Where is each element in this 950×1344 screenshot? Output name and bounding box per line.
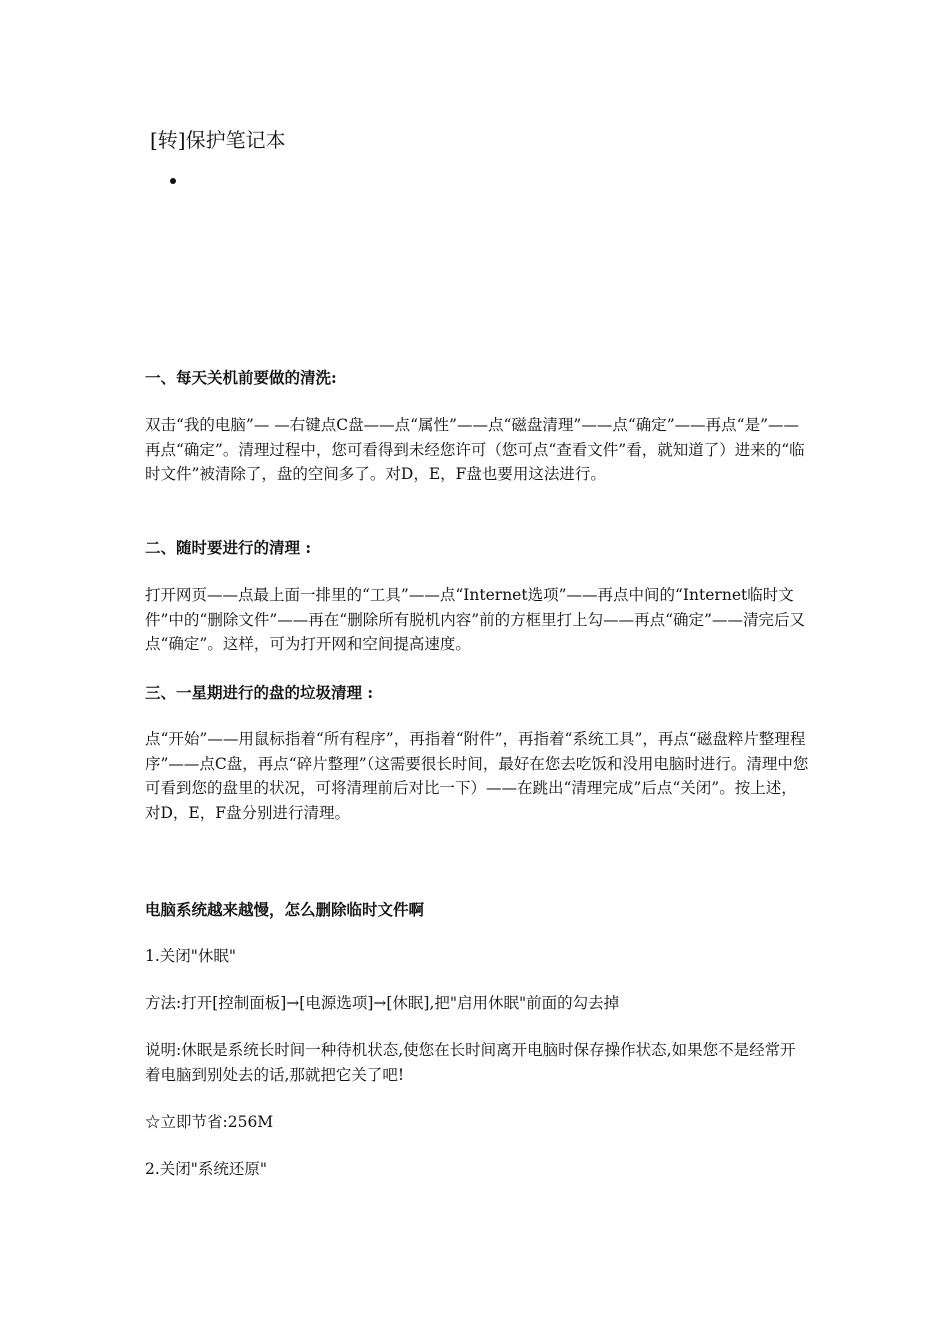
bullet-point <box>170 178 176 184</box>
item1-title: 1.关闭"休眠" <box>145 947 237 965</box>
item2-title: 2.关闭"系统还原" <box>145 1160 268 1178</box>
section-1-heading: 一、每天关机前要做的清洗: <box>145 368 337 387</box>
page-title: [转]保护笔记本 <box>150 128 286 152</box>
part2-heading: 电脑系统越来越慢，怎么删除临时文件啊 <box>145 900 425 919</box>
item1-note: 说明:休眠是系统长时间一种待机状态,使您在长时间离开电脑时保存操作状态,如果您不是经常开着电脑到别处去的话,那就把它关了吧! <box>145 1041 796 1084</box>
item1-save: ☆立即节省:256M <box>145 1113 274 1131</box>
section-3-body: 点“开始”——用鼠标指着“所有程序”，再指着“附件”，再指着“系统工具”，再点“磁盘粹片整理程序”——点C盘，再点“碎片整理”（这需要很长时间，最好在您去吃饭和没用电脑时进行。清理中您可看到您的盘里的状况，可将清理前后对比一下）——在跳出“清理完成”后点“关闭”。按上述，对D，E，F盘分别进行清理。 <box>145 730 809 822</box>
section-2-heading: 二、随时要进行的清理 : <box>145 538 312 557</box>
item1-method: 方法:打开[控制面板]→[电源选项]→[休眠],把"启用休眠"前面的勾去掉 <box>145 994 620 1012</box>
section-3-heading: 三、一星期进行的盘的垃圾清理 : <box>145 683 374 702</box>
section-1-body: 双击“我的电脑”— —右键点C盘——点“属性”——点“磁盘清理”——点“确定”——再点“是”——再点“确定”。清理过程中，您可看得到未经您许可（您可点“查看文件”看，就知道了）进来的“临时文件”被清除了，盘的空间多了。对D，E，F盘也要用这法进行。 <box>145 416 805 483</box>
section-2-body: 打开网页——点最上面一排里的“工具”——点“Internet选项”——再点中间的“Internet临时文件”中的“删除文件”——再在“删除所有脱机内容”前的方框里打上勾——再点“确定”——清完后又点“确定”。这样，可为打开网和空间提高速度。 <box>145 586 805 653</box>
